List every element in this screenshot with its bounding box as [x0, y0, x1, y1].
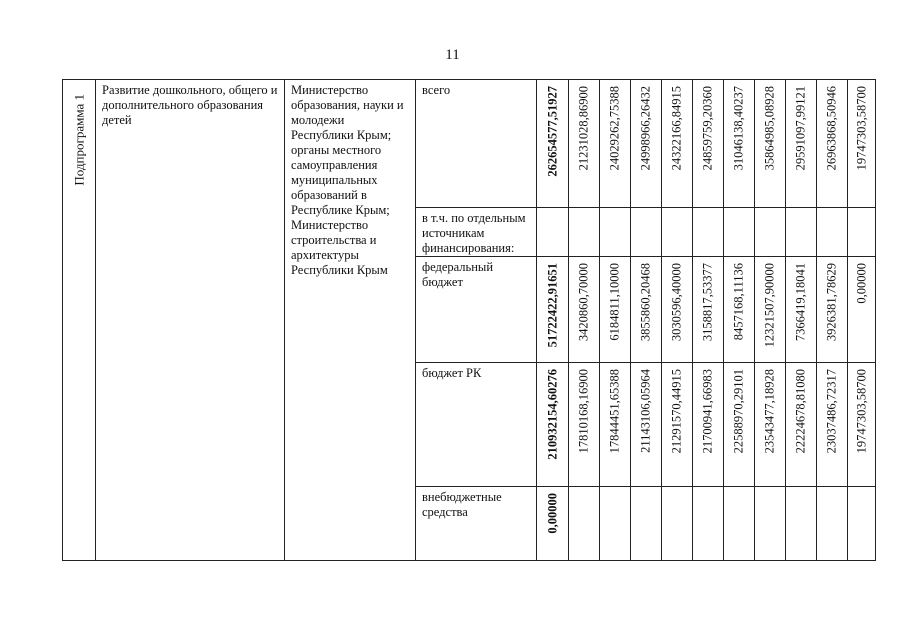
source-label: внебюджетные средства: [422, 490, 502, 519]
total-cell: [537, 208, 569, 257]
subprogram-table: [62, 79, 876, 561]
year-cell: [848, 363, 876, 487]
year-cell: [662, 80, 693, 208]
year-value: 17844451,65388: [607, 369, 622, 454]
source-label: федеральный бюджет: [422, 260, 494, 289]
year-cell: [569, 80, 600, 208]
year-cell: [786, 208, 817, 257]
year-cell: [724, 80, 755, 208]
year-value: 0,00000: [854, 263, 868, 304]
year-cell: [786, 363, 817, 487]
source-cell: [416, 208, 537, 257]
year-cell: [600, 257, 631, 363]
source-cell: [416, 80, 537, 208]
source-cell: [416, 257, 537, 363]
year-value: 21291570,44915: [669, 369, 684, 454]
total-cell: [537, 363, 569, 487]
year-cell: [693, 257, 724, 363]
year-value: 3926381,78629: [824, 263, 839, 342]
total-value: 210932154,60276: [545, 369, 559, 460]
executors-cell: [285, 80, 416, 561]
year-cell: [569, 208, 600, 257]
year-value: 24859759,20360: [700, 86, 715, 171]
year-value: 31046138,40237: [731, 86, 746, 171]
year-cell: [631, 363, 662, 487]
year-cell: [755, 208, 786, 257]
year-cell: [724, 363, 755, 487]
year-value: 21143106,05964: [638, 369, 653, 453]
year-value: 24029262,75388: [607, 86, 622, 171]
year-value: 3158817,53377: [700, 263, 715, 342]
subprogram-title-cell: [96, 80, 285, 561]
year-cell: [786, 80, 817, 208]
year-value: 23037486,72317: [824, 369, 839, 454]
year-cell: [569, 257, 600, 363]
year-cell: [662, 363, 693, 487]
source-cell: [416, 363, 537, 487]
subprogram-label-cell: [63, 80, 96, 561]
year-cell: [848, 487, 876, 561]
year-cell: [755, 363, 786, 487]
year-value: 3030596,40000: [669, 263, 684, 342]
source-cell: [416, 487, 537, 561]
year-value: 3420860,70000: [576, 263, 591, 342]
year-cell: [662, 257, 693, 363]
year-cell: [693, 80, 724, 208]
year-cell: [569, 487, 600, 561]
year-cell: [848, 80, 876, 208]
subprogram-label: Подпрограмма 1: [71, 94, 87, 186]
year-cell: [817, 208, 848, 257]
table-row: [63, 80, 876, 208]
executors-text: Министерство образования, науки и молодежи Республики Крым; органы местного самоуправления муниципальных образований в Республике Крым; Министерство строительства и архитектуры Республики Крым: [291, 83, 404, 277]
year-value: 17810168,16900: [576, 369, 591, 454]
year-value: 7366419,18041: [793, 263, 808, 342]
year-cell: [600, 487, 631, 561]
year-value: 26963868,50946: [824, 86, 839, 171]
year-value: 21231028,86900: [576, 86, 591, 171]
total-cell: [537, 257, 569, 363]
year-value: 24998966,26432: [638, 86, 653, 171]
year-value: 22588970,29101: [731, 369, 746, 454]
total-cell: [537, 487, 569, 561]
year-value: 6184811,10000: [607, 263, 622, 341]
year-value: 23543477,18928: [762, 369, 777, 454]
year-cell: [600, 363, 631, 487]
source-label: всего: [422, 83, 451, 97]
year-cell: [662, 208, 693, 257]
year-cell: [755, 80, 786, 208]
year-value: 21700941,66983: [700, 369, 715, 454]
year-cell: [817, 363, 848, 487]
year-cell: [631, 208, 662, 257]
year-cell: [600, 80, 631, 208]
year-cell: [817, 80, 848, 208]
year-cell: [600, 208, 631, 257]
year-cell: [786, 257, 817, 363]
year-cell: [724, 257, 755, 363]
year-value: 29591097,99121: [793, 86, 808, 171]
year-value: 8457168,11136: [731, 263, 746, 341]
total-value: 0,00000: [545, 493, 559, 534]
total-value: 262654577,51927: [545, 86, 559, 177]
year-cell: [817, 257, 848, 363]
page-number: 11: [445, 47, 460, 63]
year-cell: [755, 487, 786, 561]
year-value: 19747303,58700: [854, 86, 868, 171]
year-value: 19747303,58700: [854, 369, 868, 454]
year-cell: [631, 487, 662, 561]
year-cell: [693, 208, 724, 257]
year-cell: [724, 487, 755, 561]
year-cell: [631, 257, 662, 363]
year-value: 3855860,20468: [638, 263, 653, 342]
year-cell: [755, 257, 786, 363]
source-label: бюджет РК: [422, 366, 482, 380]
source-label: в т.ч. по отдельным источникам финансирования:: [422, 211, 526, 255]
year-cell: [631, 80, 662, 208]
year-value: 12321507,90000: [762, 263, 777, 348]
year-cell: [848, 257, 876, 363]
year-cell: [662, 487, 693, 561]
year-cell: [724, 208, 755, 257]
total-value: 51722422,91651: [545, 263, 559, 348]
year-cell: [693, 363, 724, 487]
year-value: 22224678,81080: [793, 369, 808, 454]
year-cell: [569, 363, 600, 487]
year-cell: [693, 487, 724, 561]
year-value: 24322166,84915: [669, 86, 684, 171]
year-cell: [786, 487, 817, 561]
year-cell: [817, 487, 848, 561]
total-cell: [537, 80, 569, 208]
year-cell: [848, 208, 876, 257]
subprogram-title: Развитие дошкольного, общего и дополнительного образования детей: [102, 83, 278, 127]
year-value: 35864985,08928: [762, 86, 777, 171]
